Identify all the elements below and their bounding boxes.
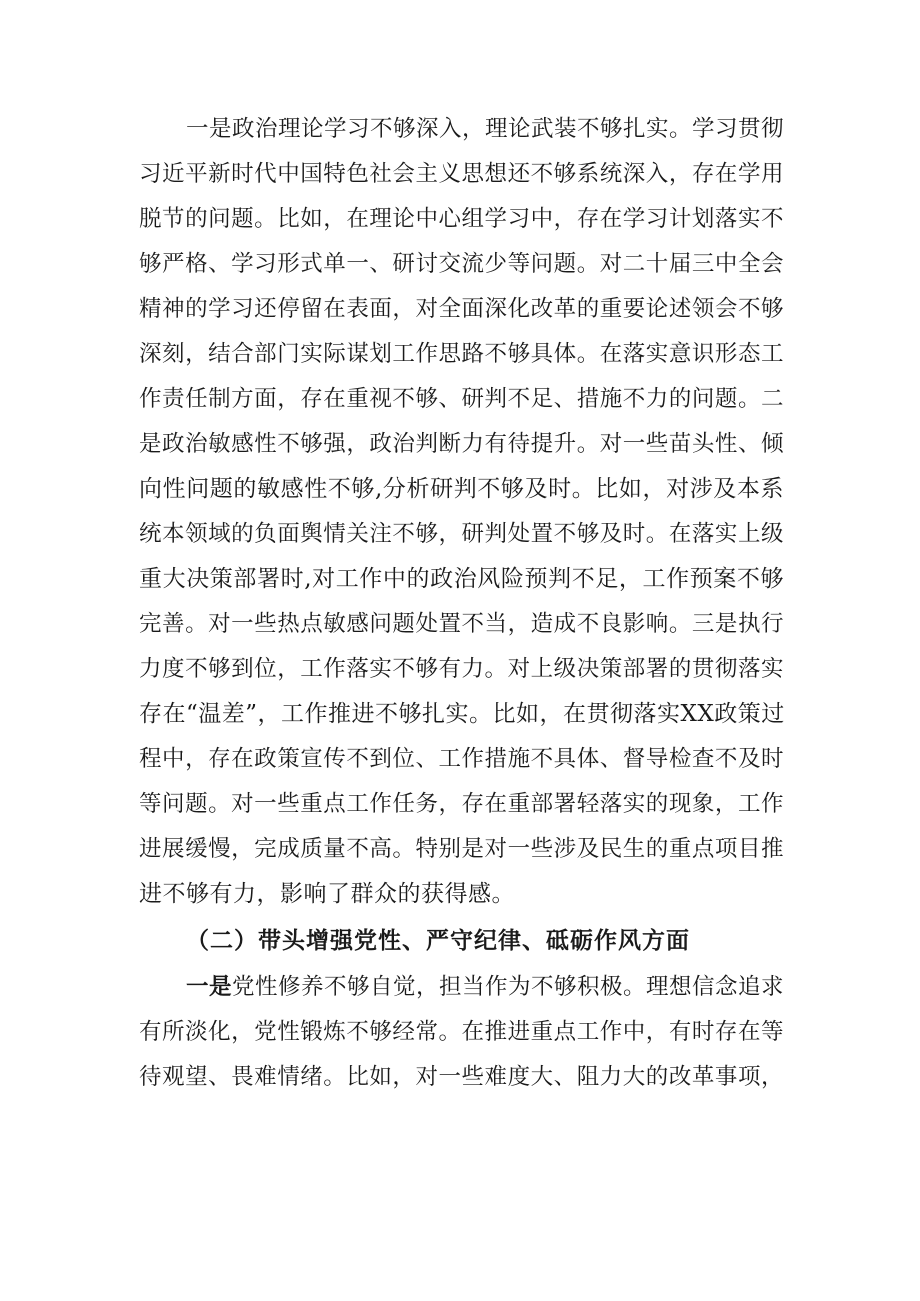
paragraph-line: 有所淡化，党性锻炼不够经常。在推进重点工作中，有时存在等 bbox=[139, 1019, 784, 1045]
paragraph-line: 完善。对一些热点敏感问题处置不当，造成不良影响。三是执行 bbox=[139, 611, 784, 637]
paragraph-line: 统本领域的负面舆情关注不够，研判处置不够及时。在落实上级 bbox=[139, 521, 784, 547]
paragraph-line-rest: 党性修养不够自觉，担当作为不够积极。理想信念追求 bbox=[232, 974, 785, 1000]
paragraph-line: 习近平新时代中国特色社会主义思想还不够系统深入，存在学用 bbox=[139, 161, 784, 187]
paragraph-line: 进不够有力，影响了群众的获得感。 bbox=[139, 881, 515, 907]
section-heading: （二）带头增强党性、严守纪律、砥砺作风方面 bbox=[186, 928, 690, 954]
paragraph-line: 进展缓慢，完成质量不高。特别是对一些涉及民生的重点项目推 bbox=[139, 836, 784, 862]
paragraph-line: 等问题。对一些重点工作任务，存在重部署轻落实的现象，工作 bbox=[139, 791, 784, 817]
paragraph-line: 待观望、畏难情绪。比如，对一些难度大、阻力大的改革事项， bbox=[139, 1064, 784, 1090]
paragraph-line: 精神的学习还停留在表面，对全面深化改革的重要论述领会不够 bbox=[139, 296, 784, 322]
paragraph-line: 程中，存在政策宣传不到位、工作措施不具体、督导检查不及时 bbox=[139, 746, 784, 772]
paragraph-line: 是政治敏感性不够强，政治判断力有待提升。对一些苗头性、倾 bbox=[139, 431, 784, 457]
paragraph-lead: 一是 bbox=[186, 974, 233, 1000]
paragraph-line: 深刻，结合部门实际谋划工作思路不够具体。在落实意识形态工 bbox=[139, 341, 784, 367]
paragraph-line: 力度不够到位，工作落实不够有力。对上级决策部署的贯彻落实 bbox=[139, 656, 784, 682]
paragraph-line: 够严格、学习形式单一、研讨交流少等问题。对二十届三中全会 bbox=[139, 251, 784, 277]
paragraph-line: 向性问题的敏感性不够,分析研判不够及时。比如，对涉及本系 bbox=[139, 476, 784, 502]
paragraph-line: 脱节的问题。比如，在理论中心组学习中，存在学习计划落实不 bbox=[139, 206, 784, 232]
paragraph-line: 重大决策部署时,对工作中的政治风险预判不足，工作预案不够 bbox=[139, 566, 784, 592]
paragraph-line: 一是政治理论学习不够深入，理论武装不够扎实。学习贯彻 bbox=[186, 116, 785, 142]
paragraph-line: 存在“温差”，工作推进不够扎实。比如，在贯彻落实XX政策过 bbox=[139, 701, 785, 727]
paragraph-line bbox=[186, 965, 784, 1009]
paragraph-line: 作责任制方面，存在重视不够、研判不足、措施不力的问题。二 bbox=[139, 386, 784, 412]
